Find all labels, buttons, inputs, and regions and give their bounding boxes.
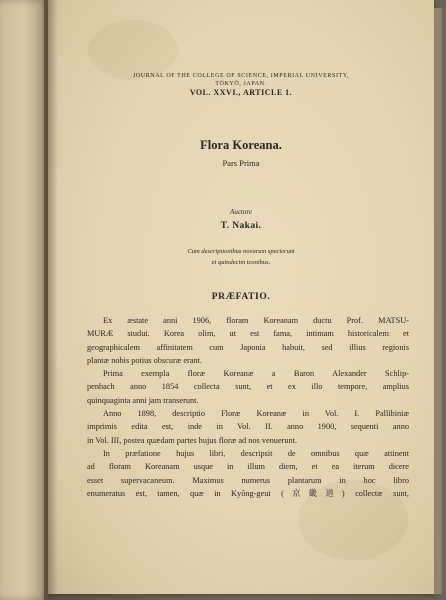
journal-name: JOURNAL OF THE COLLEGE OF SCIENCE, IMPERIAL UNIVERSITY, — [132, 73, 350, 79]
text-line: Prima exempla floræ Koreanæ a Baron Alexander Schlip- — [103, 369, 409, 379]
preface-body — [87, 314, 409, 500]
description-line: Cum descriptionibus novarum specierum — [187, 248, 295, 255]
text-line: Ex æstate anni 1906, floram Koreanam ductu Prof. MATSU- — [103, 316, 409, 325]
journal-place: TŌKYŌ, JAPAN. — [215, 81, 267, 87]
text-line: plantæ nobis potius obscuræ erant. — [87, 355, 202, 365]
author-name: T. Nakai. — [220, 221, 262, 231]
auctore-label: Auctore — [230, 208, 252, 216]
journal-header — [48, 72, 434, 97]
article-subtitle: Pars Prima — [222, 158, 260, 168]
spine-shadow — [44, 0, 58, 600]
text-line: Anno 1898, descriptio Floræ Koreanæ in Vol. I. Pallibiniæ — [103, 409, 409, 419]
text-line: penbach anno 1854 collecta sunt, et ex illo tempore, amplius — [87, 382, 409, 392]
text-line: in Vol. III, postea quædam partes hujus floræ ad nos venuerunt. — [87, 435, 298, 445]
text-line: geographicalem affinitatem cum Japonia habuit, sed illius regionis — [87, 342, 409, 352]
book-page — [48, 0, 434, 594]
volume-article: VOL. XXVI., ARTICLE 1. — [189, 88, 293, 97]
article-description — [48, 246, 434, 268]
paper-stain — [88, 20, 178, 80]
text-line: ad floram Koreanam usque in illum diem, et ea iterum dicere — [87, 462, 409, 472]
text-line: imprimis edita est, inde in Vol. II. anno 1900, sequenti anno — [87, 422, 409, 432]
description-line: et quindecim iconibus. — [211, 259, 271, 266]
section-title: PRÆFATIO. — [211, 292, 271, 302]
article-title: Flora Koreana. — [200, 138, 282, 152]
text-line: enumeratus est, tamen, quæ in Kyōng-geui (京畿道) collectæ sunt, — [87, 488, 409, 498]
previous-page-edge — [0, 0, 48, 600]
text-line: quinquaginta anni jam transerunt. — [87, 395, 199, 405]
text-line: esset supervacaneum. Maximus numerus plantarum in hoc libro — [87, 475, 409, 485]
page-stack-edge — [434, 8, 442, 594]
text-line: MURÆ studui. Korea olim, ut est fama, intimam historicalem et — [87, 329, 409, 339]
text-line: In præfatione hujus libri, descripsit de omnibus quæ attinent — [103, 448, 409, 458]
